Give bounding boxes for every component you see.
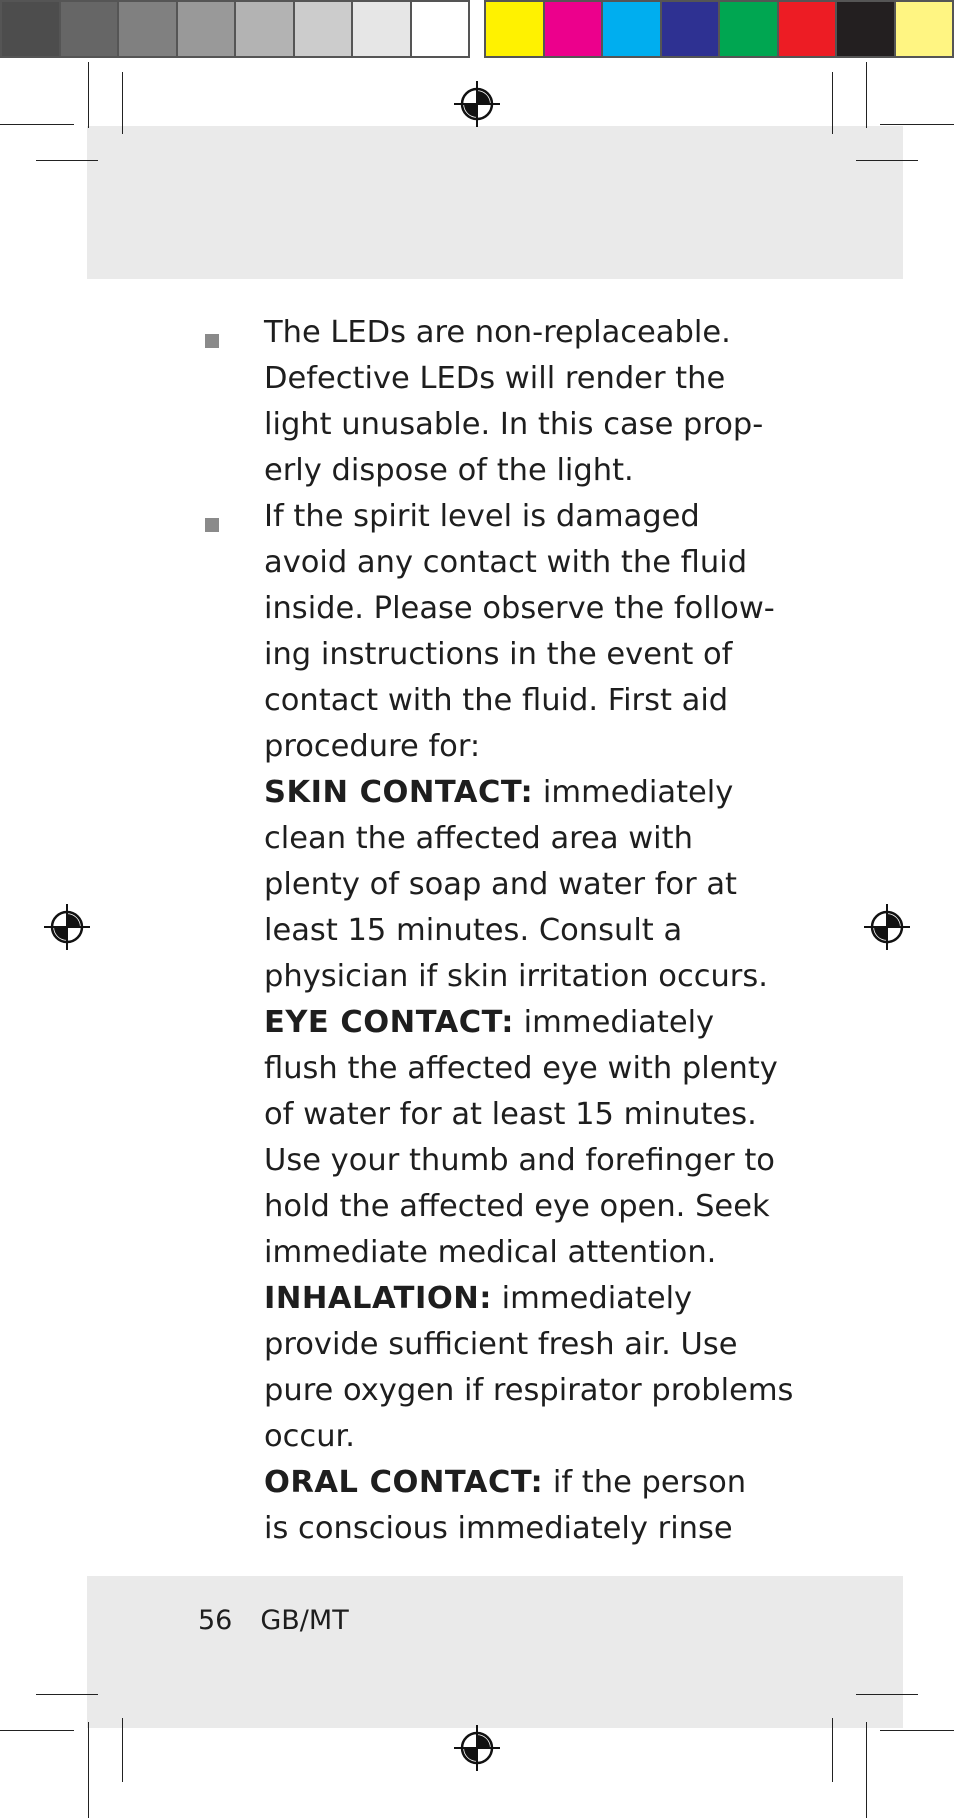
crop-mark — [880, 1730, 954, 1731]
safety-instructions — [200, 310, 794, 1552]
registration-mark-icon — [453, 1724, 501, 1772]
color-swatch — [662, 0, 721, 58]
text-line: physician if skin irritation occurs. — [264, 959, 768, 994]
crop-mark — [856, 160, 918, 161]
text-line: inside. Please observe the follow- — [264, 591, 775, 626]
text-line: of water for at least 15 minutes. — [264, 1097, 757, 1132]
text-line: least 15 minutes. Consult a — [264, 913, 683, 948]
text-line: contact with the fluid. First aid — [264, 683, 729, 718]
crop-mark — [0, 1730, 74, 1731]
text-line: provide sufficient fresh air. Use — [264, 1327, 738, 1362]
gray-swatch — [119, 0, 178, 58]
text-line: is conscious immediately rinse — [264, 1511, 733, 1546]
skin-contact-label: SKIN CONTACT: — [264, 775, 534, 810]
text-line: plenty of soap and water for at — [264, 867, 737, 902]
text-line: light unusable. In this case prop- — [264, 407, 764, 442]
crop-mark — [88, 62, 89, 128]
text-line: immediate medical attention. — [264, 1235, 717, 1270]
crop-mark — [866, 1722, 867, 1818]
color-swatch — [779, 0, 838, 58]
crop-mark — [0, 124, 74, 125]
gray-swatch — [412, 0, 471, 58]
registration-mark-icon — [863, 903, 911, 951]
text-line: procedure for: — [264, 729, 481, 764]
gray-swatch — [178, 0, 237, 58]
color-calibration-bar — [484, 0, 954, 62]
oral-contact-label: ORAL CONTACT: — [264, 1465, 544, 1500]
text-line: occur. — [264, 1419, 355, 1454]
gray-swatch — [295, 0, 354, 58]
text-line: If the spirit level is damaged — [264, 499, 700, 534]
footer-panel — [87, 1576, 903, 1728]
color-swatch — [837, 0, 896, 58]
crop-mark — [866, 62, 867, 128]
page-footer — [198, 1605, 349, 1636]
color-swatch — [484, 0, 545, 58]
text-line: Defective LEDs will render the — [264, 361, 726, 396]
crop-mark — [88, 1722, 89, 1818]
oral-contact-line — [264, 1460, 760, 1506]
text-line: Use your thumb and forefinger to — [264, 1143, 775, 1178]
skin-contact-line — [264, 770, 760, 816]
crop-mark — [856, 1694, 918, 1695]
registration-mark-icon — [43, 903, 91, 951]
crop-mark — [36, 160, 98, 161]
list-item-leds — [200, 310, 764, 494]
gray-swatch — [236, 0, 295, 58]
grayscale-calibration-bar — [0, 0, 470, 62]
color-swatch — [896, 0, 954, 58]
color-swatch — [545, 0, 604, 58]
gray-swatch — [353, 0, 412, 58]
text-line: hold the affected eye open. Seek — [264, 1189, 770, 1224]
inhalation-label: INHALATION: — [264, 1281, 492, 1316]
gray-swatch — [0, 0, 61, 58]
text-line: ing instructions in the event of — [264, 637, 733, 672]
eye-contact-label: EYE CONTACT: — [264, 1005, 514, 1040]
inhalation-line — [264, 1276, 760, 1322]
crop-mark — [122, 1718, 123, 1782]
gray-swatch — [61, 0, 120, 58]
text-run: immediately — [491, 1281, 693, 1316]
color-swatch — [720, 0, 779, 58]
text-line: pure oxygen if respirator problems — [264, 1373, 794, 1408]
text-line: flush the affected eye with plenty — [264, 1051, 778, 1086]
text-run: immediately — [513, 1005, 715, 1040]
eye-contact-line — [264, 1000, 760, 1046]
crop-mark — [880, 124, 954, 125]
locale-code: GB/MT — [260, 1605, 349, 1636]
crop-mark — [36, 1694, 98, 1695]
square-bullet-icon — [205, 334, 219, 348]
registration-mark-icon — [453, 80, 501, 128]
header-panel — [87, 126, 903, 279]
text-line: avoid any contact with the fluid — [264, 545, 748, 580]
crop-mark — [122, 72, 123, 134]
text-line: clean the affected area with — [264, 821, 693, 856]
page-number: 56 — [198, 1605, 233, 1636]
crop-mark — [832, 72, 833, 134]
text-run: if the person — [543, 1465, 747, 1500]
list-item-spirit-level — [200, 494, 794, 1552]
text-line: The LEDs are non-replaceable. — [264, 315, 731, 350]
text-run: immediately — [533, 775, 734, 810]
color-swatch — [603, 0, 662, 58]
text-line: erly dispose of the light. — [264, 453, 634, 488]
crop-mark — [832, 1718, 833, 1782]
square-bullet-icon — [205, 518, 219, 532]
